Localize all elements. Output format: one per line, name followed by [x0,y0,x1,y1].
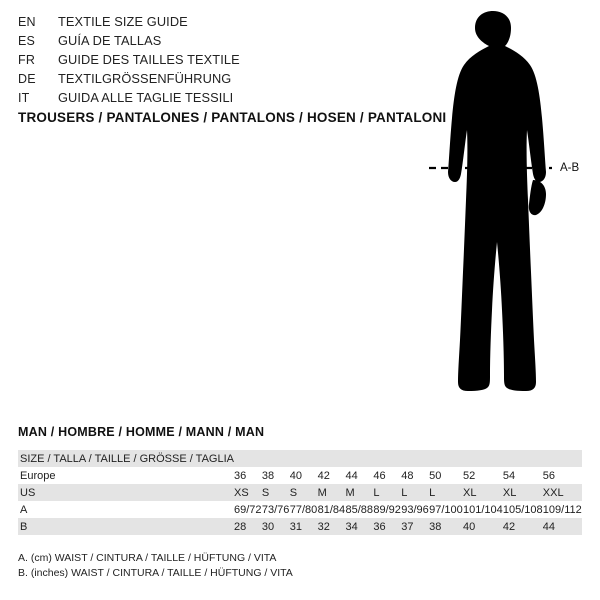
cell: 37 [401,520,414,533]
cell [345,450,373,467]
language-title: GUIDA ALLE TAGLIE TESSILI [58,90,234,105]
language-title: GUÍA DE TALLAS [58,33,162,48]
cell: 85/88 [345,503,374,516]
cell [463,450,503,467]
language-code: EN [18,15,36,29]
cell: S [261,486,270,499]
row-label: A [20,503,28,516]
table-row [18,484,582,501]
language-code: ES [18,34,36,48]
cell [373,450,401,467]
language-title-block [18,14,418,109]
language-row [18,71,418,90]
table-row [18,450,582,467]
cell: 28 [233,520,247,533]
cell: XS [233,486,249,499]
cell: S [289,486,298,499]
cell: XXL [542,486,564,499]
cell: 93/96 [401,503,429,516]
measurement-label-ab: A-B [560,162,580,174]
cell: 46 [373,469,386,482]
row-label: Europe [20,469,56,482]
row-label: SIZE / TALLA / TAILLE / GRÖSSE / TAGLIA [20,452,234,465]
cell: L [373,486,380,499]
cell [429,450,463,467]
table-row [18,518,582,535]
language-code: FR [18,53,36,67]
cell: 54 [502,469,516,482]
cell: 109/112 [542,503,582,516]
footnotes [18,551,293,581]
footnote-a: A. (cm) WAIST / CINTURA / TAILLE / HÜFTUNG / VITA [18,552,277,564]
cell: L [429,486,436,499]
cell [503,450,543,467]
cell [318,450,346,467]
cell: 40 [289,469,302,482]
table-row [18,501,582,518]
cell: 69/72 [233,503,262,516]
table-group-title: MAN / HOMBRE / HOMME / MANN / MAN [18,425,265,439]
cell: 34 [345,520,358,533]
cell: 42 [317,469,330,482]
figure-illustration [400,10,600,410]
size-table [18,450,582,535]
table-row [18,467,582,484]
cell [262,450,290,467]
cell: 30 [261,520,275,533]
cell: 31 [289,520,302,533]
cell: 44 [542,520,556,533]
cell: 97/100 [429,503,463,516]
cell [290,450,318,467]
language-row [18,14,418,33]
language-row [18,90,418,109]
cell: 52 [463,469,476,482]
cell: 77/80 [289,503,318,516]
garment-section-title: TROUSERS / PANTALONES / PANTALONS / HOSEN / PANTALONI [18,110,447,125]
cell: L [401,486,408,499]
cell: 48 [401,469,414,482]
cell: XL [463,486,477,499]
cell: 89/92 [373,503,401,516]
language-code: DE [18,72,36,86]
male-silhouette-icon [400,10,600,410]
cell: 56 [542,469,556,482]
language-title: TEXTILGRÖSSENFÜHRUNG [58,71,232,86]
cell: 40 [463,520,476,533]
cell: 38 [429,520,442,533]
cell: 36 [373,520,386,533]
footnote-b: B. (inches) WAIST / CINTURA / TAILLE / HÜFTUNG / VITA [18,567,293,579]
cell: 36 [233,469,247,482]
row-label: US [20,486,36,499]
cell [401,450,429,467]
language-row [18,52,418,71]
language-code: IT [18,91,30,105]
cell: XL [502,486,517,499]
cell: 42 [502,520,516,533]
cell: 44 [345,469,358,482]
cell [234,450,262,467]
cell: 73/76 [261,503,290,516]
cell: 105/108 [502,503,543,516]
cell: 38 [261,469,275,482]
language-row [18,33,418,52]
cell [543,450,582,467]
language-title: TEXTILE SIZE GUIDE [58,14,188,29]
language-title: GUIDE DES TAILLES TEXTILE [58,52,240,67]
cell: 50 [429,469,442,482]
cell: M [317,486,327,499]
cell: 32 [317,520,330,533]
cell: 81/84 [317,503,346,516]
cell: M [345,486,355,499]
row-label: B [20,520,28,533]
cell: 101/104 [463,503,503,516]
